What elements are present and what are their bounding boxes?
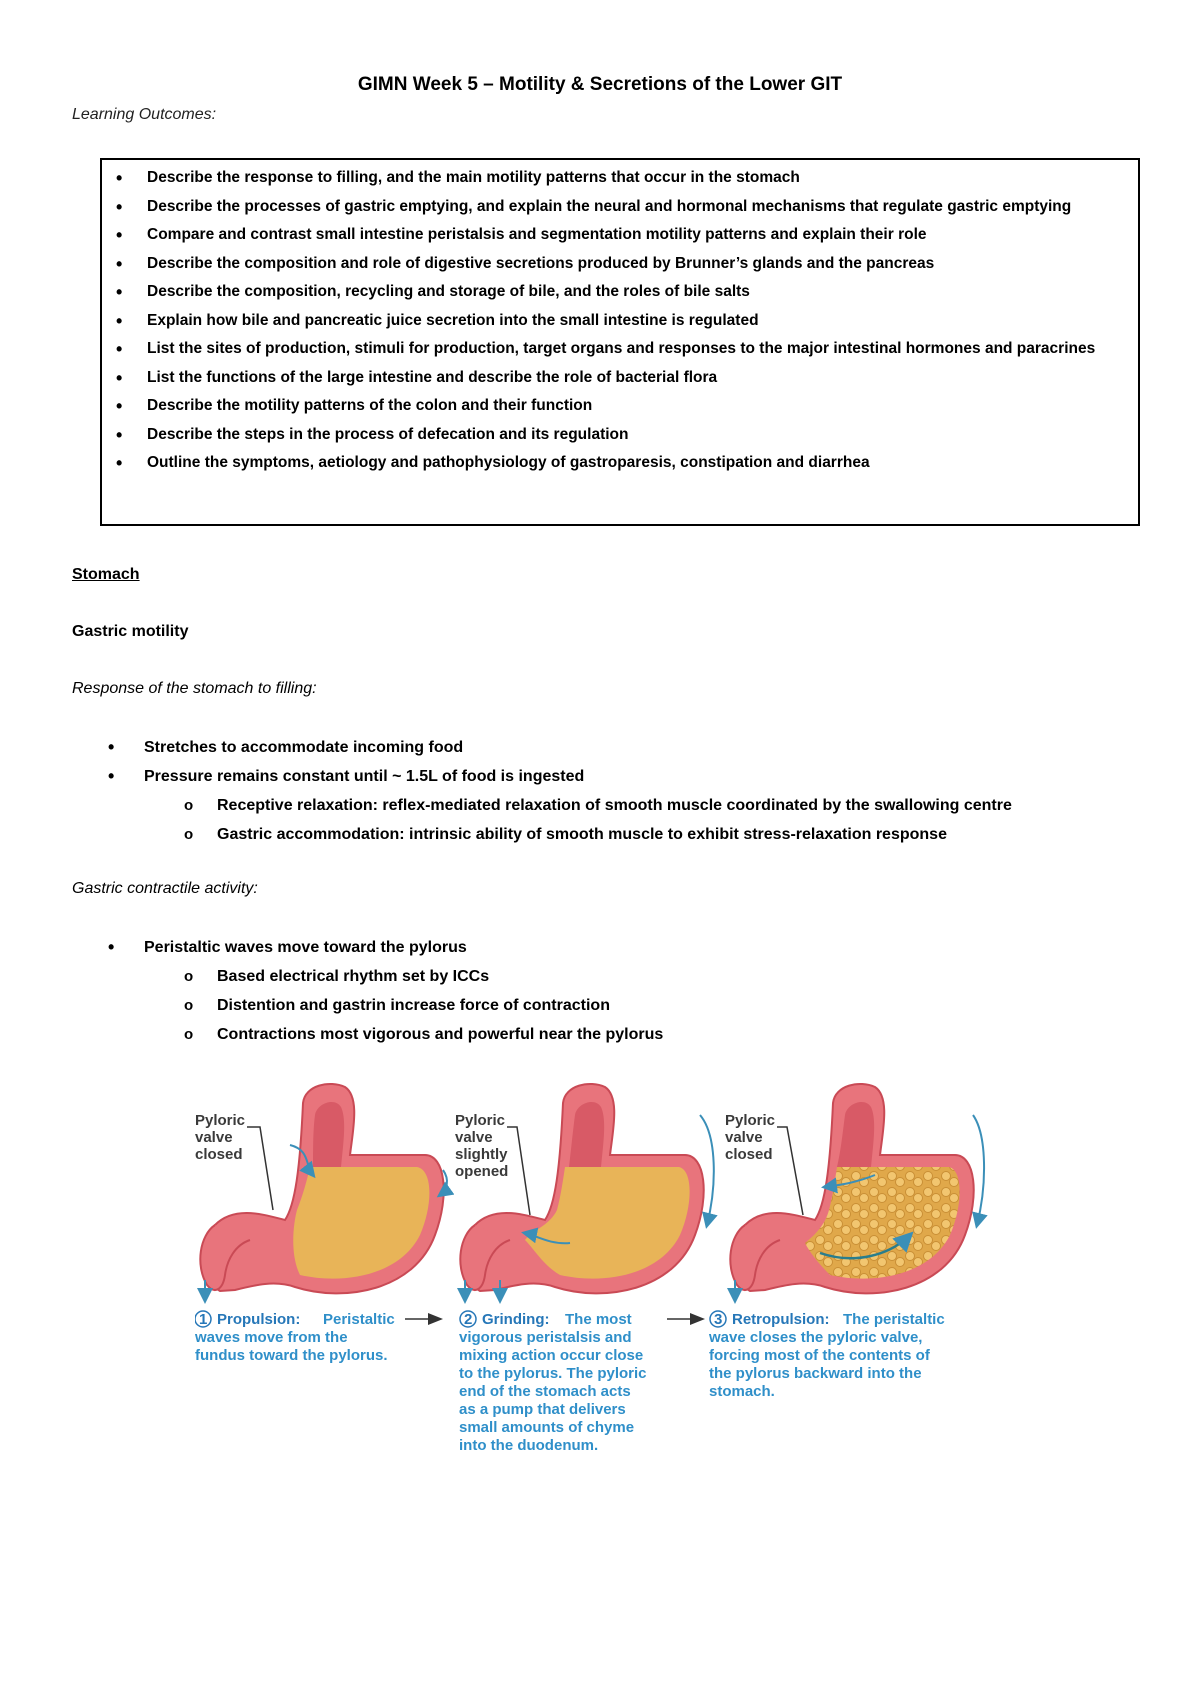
- caption-line: vigorous peristalsis and: [459, 1329, 632, 1346]
- caption-line: as a pump that delivers: [459, 1401, 626, 1418]
- caption-title: Propulsion:: [217, 1311, 301, 1328]
- label-leader: [777, 1127, 803, 1215]
- caption-line: forcing most of the contents of: [709, 1347, 930, 1364]
- learning-outcome-item: • Describe the steps in the process of defecation and its regulation: [112, 421, 1128, 450]
- page-title: GIMN Week 5 – Motility & Secretions of the Lower GIT: [357, 74, 843, 95]
- sub-bullet-item: o Distention and gastrin increase force of contraction: [72, 991, 663, 1020]
- bullet-item: • Peristaltic waves move toward the pylorus: [72, 933, 663, 962]
- pyloric-label: slightly: [455, 1146, 508, 1163]
- caption-line: fundus toward the pylorus.: [195, 1347, 388, 1364]
- step-number: 2: [464, 1311, 473, 1328]
- learning-outcome-item: • Explain how bile and pancreatic juice secretion into the small intestine is regulated: [112, 307, 1128, 336]
- caption-line: stomach.: [709, 1383, 775, 1400]
- pyloric-label: valve: [455, 1129, 493, 1146]
- caption-line: The most: [565, 1311, 632, 1328]
- caption-line: The peristaltic: [843, 1311, 945, 1328]
- pyloric-label: valve: [195, 1129, 233, 1146]
- pyloric-label: closed: [195, 1146, 243, 1163]
- caption-line: into the duodenum.: [459, 1437, 599, 1454]
- filling-heading: Response of the stomach to filling:: [72, 680, 317, 697]
- learning-outcomes-box: [100, 158, 1140, 526]
- pyloric-label: Pyloric: [455, 1112, 506, 1129]
- learning-outcomes-label: Learning Outcomes:: [72, 106, 217, 123]
- caption-line: wave closes the pyloric valve,: [709, 1329, 923, 1346]
- sub-bullet-item: o Gastric accommodation: intrinsic ability of smooth muscle to exhibit stress-relaxation response: [72, 820, 1012, 849]
- bullet-item: • Stretches to accommodate incoming food: [72, 733, 1012, 762]
- caption-line: Peristaltic: [323, 1311, 395, 1328]
- gastric-motility-diagram: [195, 1075, 1010, 1487]
- step-number: 1: [199, 1311, 208, 1328]
- caption-line: waves move from the: [195, 1329, 348, 1346]
- caption-line: to the pylorus. The pyloric: [459, 1365, 647, 1382]
- caption-line: end of the stomach acts: [459, 1383, 631, 1400]
- caption-line: small amounts of chyme: [459, 1419, 635, 1436]
- caption-title: Grinding:: [482, 1311, 550, 1328]
- section-heading-stomach: Stomach: [72, 566, 140, 583]
- caption-line: mixing action occur close: [459, 1347, 644, 1364]
- contractile-heading: Gastric contractile activity:: [72, 880, 258, 897]
- step-number: 3: [714, 1311, 723, 1328]
- gastric-motility-figure: [195, 1075, 1010, 1487]
- label-leader: [507, 1127, 530, 1215]
- learning-outcome-item: • Describe the composition and role of digestive secretions produced by Brunner’s glands and the pancreas: [112, 250, 1128, 279]
- panel-grinding: [455, 1084, 714, 1454]
- fundus-inner: [313, 1102, 344, 1167]
- learning-outcome-item: • Describe the composition, recycling and storage of bile, and the roles of bile salts: [112, 278, 1128, 307]
- wave-arrow: [973, 1115, 984, 1225]
- panel-retropulsion: [708, 1084, 984, 1400]
- pyloric-label: closed: [725, 1146, 773, 1163]
- sub-bullet-item: o Contractions most vigorous and powerful near the pylorus: [72, 1020, 663, 1049]
- pyloric-label: valve: [725, 1129, 763, 1146]
- caption-line: the pylorus backward into the: [709, 1365, 922, 1382]
- bullet-item: • Pressure remains constant until ~ 1.5L of food is ingested: [72, 762, 1012, 791]
- sub-bullet-item: o Based electrical rhythm set by ICCs: [72, 962, 663, 991]
- pyloric-label: opened: [455, 1163, 509, 1180]
- learning-outcome-item: • Describe the response to filling, and the main motility patterns that occur in the stomach: [112, 164, 1128, 193]
- label-leader: [247, 1127, 273, 1210]
- learning-outcome-item: • Compare and contrast small intestine peristalsis and segmentation motility patterns and explain their role: [112, 221, 1128, 250]
- pyloric-label: Pyloric: [195, 1112, 246, 1129]
- pyloric-label: Pyloric: [725, 1112, 776, 1129]
- learning-outcome-item: • Outline the symptoms, aetiology and pathophysiology of gastroparesis, constipation and diarrhea: [112, 449, 1128, 478]
- sub-bullet-item: o Receptive relaxation: reflex-mediated relaxation of smooth muscle coordinated by the swallowing centre: [72, 791, 1012, 820]
- learning-outcome-item: • Describe the processes of gastric emptying, and explain the neural and hormonal mechanisms that regulate gastric emptying: [112, 193, 1128, 222]
- contractile-list: [72, 933, 663, 1049]
- subsection-heading-gastric-motility: Gastric motility: [72, 623, 189, 640]
- panel-propulsion: [195, 1084, 447, 1364]
- learning-outcomes-list: [112, 164, 1128, 478]
- filling-list: [72, 733, 1012, 849]
- caption-title: Retropulsion:: [732, 1311, 830, 1328]
- learning-outcome-item: • List the sites of production, stimuli for production, target organs and responses to the major intestinal hormones and paracrines: [112, 335, 1128, 364]
- learning-outcome-item: • Describe the motility patterns of the colon and their function: [112, 392, 1128, 421]
- learning-outcome-item: • List the functions of the large intestine and describe the role of bacterial flora: [112, 364, 1128, 393]
